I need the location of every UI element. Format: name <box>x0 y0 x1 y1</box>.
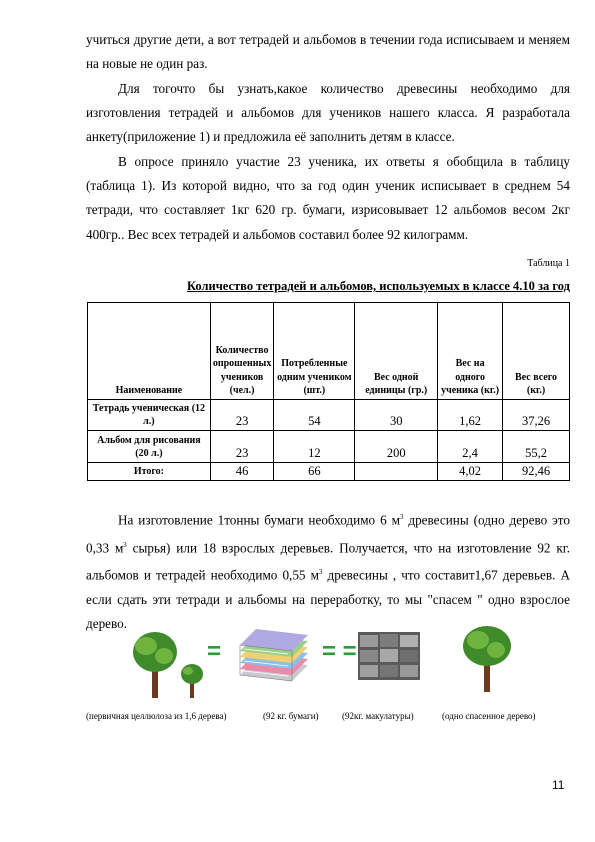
illustration-caption-3: (92кг. макулатуры) <box>342 711 414 721</box>
superscript: 3 <box>399 513 404 521</box>
row-name: Альбом для рисования (20 л.) <box>88 431 211 463</box>
two-trees-icon <box>128 628 218 700</box>
table-cell: 46 <box>210 463 274 481</box>
paragraph-3 <box>86 505 570 636</box>
table-cell: 4,02 <box>438 463 503 481</box>
table-cell: 23 <box>210 400 274 431</box>
row-name: Итого: <box>88 463 211 481</box>
illustration-caption-4: (одно спасенное дерево) <box>442 711 536 721</box>
paragraph-3-part-c: сырья) или 18 взрослых деревьев. Получается, что на изготовление 92 кг. альбомов и тетрадей необходимо 0,55 м <box>86 539 570 583</box>
data-table <box>87 302 570 481</box>
table-cell: 2,4 <box>438 431 503 463</box>
table-title: Количество тетрадей и альбомов, используемых в классе 4.10 за год <box>186 279 570 293</box>
notebook-stack-icon <box>236 625 312 683</box>
double-equals-sign: = = <box>322 638 357 665</box>
header-weight-per-student: Вес на одного ученика (кг.) <box>438 303 503 400</box>
superscript: 3 <box>318 568 323 577</box>
table-row <box>88 431 570 463</box>
table-cell: 12 <box>274 431 355 463</box>
equals-sign: = <box>207 638 222 665</box>
header-name: Наименование <box>88 303 211 400</box>
header-unit-weight: Вес одной единицы (гр.) <box>355 303 438 400</box>
table-row <box>88 400 570 431</box>
table-cell: 55,2 <box>503 431 570 463</box>
table-cell: 66 <box>274 463 355 481</box>
header-total-weight: Вес всего (кг.) <box>503 303 570 400</box>
table-caption: Таблица 1 <box>527 258 570 269</box>
illustration-caption-1: (первичная целлюлоза из 1,6 дерева) <box>86 711 227 721</box>
table-cell: 37,26 <box>503 400 570 431</box>
page-number: 11 <box>552 778 565 792</box>
table-header-row <box>88 303 570 400</box>
wastepaper-bales-icon <box>358 632 420 680</box>
paragraph-3-part-d: древесины , что составит1,67 деревьев. А если сдать эти тетради и альбомы на переработку, то мы "спасем " одно взрослое дерево. <box>86 567 570 631</box>
illustration-caption-2: (92 кг. бумаги) <box>263 711 319 721</box>
table-cell <box>355 463 438 481</box>
paragraph-0: учиться другие дети, а вот тетрадей и альбомов в течении года исписываем и меняем на новые не один раз. <box>86 32 570 72</box>
table-cell: 23 <box>210 431 274 463</box>
table-cell: 54 <box>274 400 355 431</box>
paragraph-3-part-a: На изготовление 1тонны бумаги необходимо 6 м <box>118 512 400 528</box>
superscript: 3 <box>123 540 127 549</box>
table-row-total <box>88 463 570 481</box>
table-cell: 92,46 <box>503 463 570 481</box>
row-name: Тетрадь ученическая (12 л.) <box>88 400 211 431</box>
header-respondents: Количество опрошенных учеников (чел.) <box>210 303 274 400</box>
paragraph-1: Для тогочто бы узнать,какое количество древесины необходимо для изготовления тетрадей и альбомов для учеников нашего класса. Я разработала анкету(приложение 1) и предложила её заполнить детям в классе. <box>86 81 570 145</box>
paragraph-2: В опросе приняло участие 23 ученика, их ответы я обобщила в таблицу (таблица 1). Из которой видно, что за год один ученик исписывает в среднем 54 тетради, что составляет 1кг 620 гр. бумаги, изрисовывает 12 альбомов весом 2кг 400гр.. Вес всех тетрадей и альбомов составил более 92 килограмм. <box>86 154 570 242</box>
paragraph-3-part-b: древесины (одно дерево это 0,33 м <box>86 512 570 555</box>
tree-icon <box>458 624 516 692</box>
header-per-student: Потребленные одним учеником (шт.) <box>274 303 355 400</box>
table-cell: 1,62 <box>438 400 503 431</box>
table-cell: 200 <box>355 431 438 463</box>
table-cell: 30 <box>355 400 438 431</box>
